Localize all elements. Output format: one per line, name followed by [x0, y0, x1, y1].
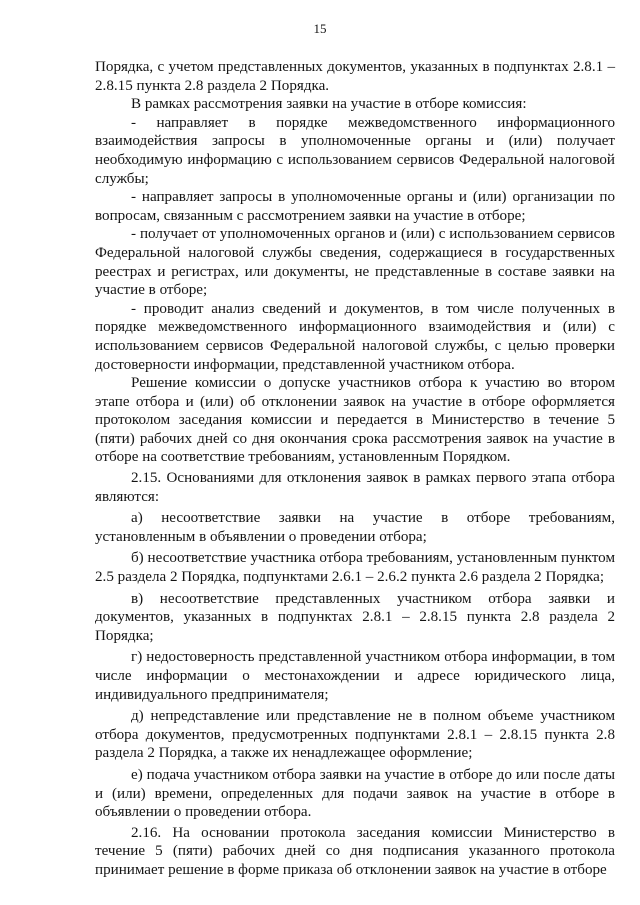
sub-item-e: е) подача участником отбора заявки на участие в отборе до или после даты и (или) времени, определенных для подачи заявок на участие в отборе в объявлении о проведении отбора.: [95, 766, 615, 821]
list-item-analysis: - проводит анализ сведений и документов, в том числе полученных в порядке межведомственного информационного взаимодействия и (или) с использованием сервисов Федеральной налоговой службы, с целью проверки достоверности информации, представленной участником отбора.: [95, 300, 615, 373]
list-item-receive-information: - получает от уполномоченных органов и (или) с использованием сервисов Федеральной налоговой службы сведения, содержащиеся в государственных реестрах и регистрах, или документы, не представленные в составе заявки на участие в отборе;: [95, 226, 615, 299]
page-number: 15: [313, 21, 327, 36]
sub-item-b: б) несоответствие участника отбора требованиям, установленным пунктом 2.5 раздела 2 Порядка, подпунктами 2.6.1 – 2.6.2 пункта 2.6 раздела 2 Порядка;: [95, 550, 615, 586]
section-2-16: 2.16. На основании протокола заседания комиссии Министерство в течение 5 (пяти) рабочих дней со дня подписания указанного протокола принимает решение в форме приказа об отклонении заявок на участие в отборе: [95, 824, 615, 878]
list-item-send-requests: - направляет запросы в уполномоченные органы и (или) организации по вопросам, связанным с рассмотрением заявки на участие в отборе;: [95, 189, 615, 224]
list-item-interagency-requests: - направляет в порядке межведомственного информационного взаимодействия запросы в уполномоченные органы и (или) получает необходимую информацию с использованием сервисов Федеральной налоговой службы;: [95, 114, 615, 187]
paragraph-continuation: Порядка, с учетом представленных документов, указанных в подпунктах 2.8.1 – 2.8.15 пункта 2.8 раздела 2 Порядка.: [95, 59, 615, 94]
sub-item-d: д) непредставление или представление не в полном объеме участником отбора документов, предусмотренных подпунктами 2.8.1 – 2.8.15 пункта 2.8 раздела 2 Порядка, а также их ненадлежащее оформление;: [95, 708, 615, 762]
document-body: [95, 58, 615, 880]
sub-item-v: в) несоответствие представленных участником отбора заявки и документов, указанных в подпунктах 2.8.1 – 2.8.15 пункта 2.8 раздела 2 Порядка;: [95, 590, 615, 644]
sub-item-g: г) недостоверность представленной участником отбора информации, в том числе информации о местонахождении и адресе юридического лица, индивидуального предпринимателя;: [95, 649, 615, 703]
paragraph-commission-decision: Решение комиссии о допуске участников отбора к участию во втором этапе отбора и (или) об отклонении заявок на участие в отборе оформляется протоколом заседания комиссии и передается в Министерство в течение 5 (пяти) рабочих дней со дня окончания срока рассмотрения заявок на участие в отборе на соответствие требованиям, установленным Порядком.: [95, 375, 615, 466]
paragraph-commission-intro: В рамках рассмотрения заявки на участие в отборе комиссия:: [131, 96, 527, 113]
sub-item-a: а) несоответствие заявки на участие в отборе требованиям, установленным в объявлении о проведении отбора;: [95, 510, 615, 545]
section-2-15: 2.15. Основаниями для отклонения заявок в рамках первого этапа отбора являются:: [95, 470, 615, 505]
